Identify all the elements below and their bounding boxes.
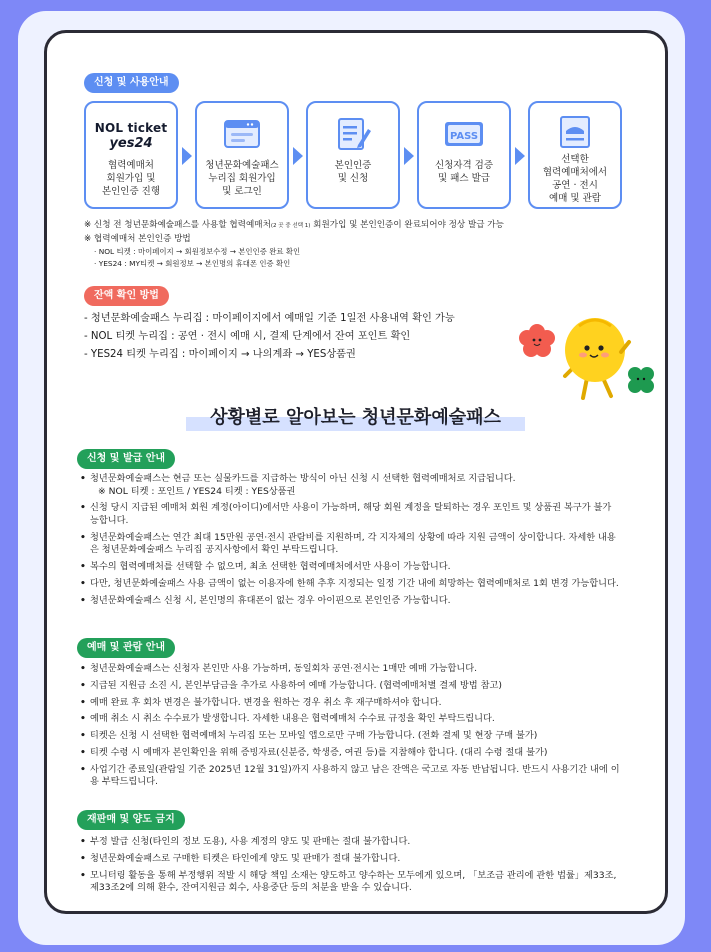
- page-title: 상황별로 알아보는 청년문화예술패스: [210, 407, 501, 428]
- yes24-logo: yes24: [109, 136, 153, 151]
- list-item: • 부정 발급 신청(타인의 정보 도용), 사용 계정의 양도 및 판매는 절대 불가합니다.: [80, 836, 620, 849]
- note-text: ※ 신청 전 청년문화예술패스를 사용할 협력예매처: [84, 220, 271, 230]
- step-5-label: 선택한 협력예매처에서 공연 · 전시 예매 및 관람: [542, 154, 608, 204]
- list-item: • 티켓은 신청 시 선택한 협력예매처 누리집 또는 모바일 앱으로만 구매 가능합니다. (전화 결제 및 현장 구매 불가): [80, 730, 620, 743]
- step-4: [417, 101, 511, 209]
- yellow-mascot-icon: [565, 318, 629, 398]
- section-badge-booking: 예매 및 관람 안내: [77, 638, 175, 658]
- list-item: • 복수의 협력예매처를 선택할 수 없으며, 최초 선택한 협력예매처에서만 사용이 가능합니다.: [80, 561, 620, 574]
- list-item: • 예매 취소 시 취소 수수료가 발생합니다. 자세한 내용은 협력예매처 수수료 규정을 확인 부탁드립니다.: [80, 713, 620, 726]
- list-item: • 모니터링 활동을 통해 부정행위 적발 시 해당 책임 소재는 양도하고 양수하는 모두에게 있으며, 「보조금 관리에 관한 법률」제33조, 제33조2에 의해 환수, 잔여지원금 회수, 사용중단 등의 처분을 받을 수 있습니다.: [80, 870, 620, 895]
- arrow-icon: [404, 147, 414, 165]
- list-item: • 청년문화예술패스는 연간 최대 15만원 공연·전시 관람비를 지원하며, 각 지자체의 상황에 따라 지원 금액이 상이합니다. 자세한 내용은 청년문화예술패스 누리집 공지사항에서 확인 부탁드립니다.: [80, 532, 620, 557]
- note-text: 회원가입 및 본인인증이 완료되어야 정상 발급 가능: [310, 220, 504, 230]
- green-clover-icon: [628, 367, 654, 393]
- usage-note-1: [84, 219, 504, 232]
- yes24-auth-method: · YES24 : MY티켓 → 회원정보 → 본인명의 휴대폰 인증 확인: [94, 259, 291, 268]
- step-1-label: 협력예매처 회원가입 및 본인인증 진행: [101, 160, 161, 197]
- section-badge-issuance: 신청 및 발급 안내: [77, 449, 175, 469]
- list-item: • 사업기간 종료일(관람일 기준 2025년 12월 31일)까지 사용하지 않고 남은 잔액은 국고로 자동 반납됩니다. 반드시 사용기간 내에 이용 부탁드립니다.: [80, 764, 620, 789]
- partner-logos: [86, 121, 176, 151]
- nol-ticket-logo: NOL ticket: [94, 121, 168, 135]
- mascot-illustration: [513, 314, 661, 404]
- item-subnote: ※ NOL 티켓 : 포인트 / YES24 티켓 : YES상품권: [98, 485, 296, 497]
- step-2: [195, 101, 289, 209]
- note-small-text: (2 곳 중 선택 1): [270, 223, 311, 229]
- list-item: • 청년문화예술패스 신청 시, 본인명의 휴대폰이 없는 경우 아이핀으로 본인인증 가능합니다.: [80, 595, 620, 608]
- arrow-icon: [182, 147, 192, 165]
- balance-line: - YES24 티켓 누리집 : 마이페이지 → 나의계좌 → YES상품권: [84, 349, 356, 360]
- document-edit-icon: [333, 117, 373, 151]
- balance-line: - NOL 티켓 누리집 : 공연 · 전시 예매 시, 결제 단계에서 잔여 포인트 확인: [84, 331, 411, 342]
- pass-text: PASS: [449, 131, 479, 142]
- item-text: 청년문화예술패스는 현금 또는 실물카드를 지급하는 방식이 아닌 신청 시 선택한 협력예매처로 지급됩니다.: [90, 473, 516, 484]
- issuance-list: [80, 473, 620, 611]
- booking-list: [80, 663, 620, 793]
- section-badge-resale: 재판매 및 양도 금지: [77, 810, 185, 830]
- pass-card-icon: [444, 117, 484, 151]
- step-1: [84, 101, 178, 209]
- ticket-icon: [555, 115, 595, 149]
- browser-window-icon: [222, 117, 262, 151]
- list-item: • 지급된 지원금 소진 시, 본인부담금을 추가로 사용하여 예매 가능합니다. (협력예매처별 결제 방법 참고): [80, 680, 620, 693]
- resale-list: [80, 836, 620, 899]
- list-item: • 티켓 수령 시 예매자 본인확인을 위해 증빙자료(신분증, 학생증, 여권 등)를 지참해야 합니다. (대리 수령 절대 불가): [80, 747, 620, 760]
- usage-note-2: ※ 협력예매처 본인인증 방법: [84, 234, 191, 244]
- step-3-label: 본인인증 및 신청: [334, 160, 372, 184]
- list-item: • 다만, 청년문화예술패스 사용 금액이 없는 이용자에 한해 추후 지정되는 일정 기간 내에 희망하는 협력예매처로 1회 변경 가능합니다.: [80, 578, 620, 591]
- section-badge-balance: 잔액 확인 방법: [84, 286, 169, 306]
- balance-line: - 청년문화예술패스 누리집 : 마이페이지에서 예매일 기준 1일전 사용내역 확인 가능: [84, 313, 455, 324]
- step-5: [528, 101, 622, 209]
- arrow-icon: [293, 147, 303, 165]
- list-item: • 예매 완료 후 회차 변경은 불가합니다. 변경을 원하는 경우 취소 후 재구매하셔야 합니다.: [80, 697, 620, 710]
- arrow-icon: [515, 147, 525, 165]
- red-flower-icon: [519, 324, 555, 357]
- step-4-label: 신청자격 검증 및 패스 발급: [434, 160, 494, 184]
- list-item: [80, 473, 620, 498]
- step-3: [306, 101, 400, 209]
- list-item: • 청년문화예술패스는 신청자 본인만 사용 가능하며, 동일회차 공연·전시는 1매만 예매 가능합니다.: [80, 663, 620, 676]
- step-2-label: 청년문화예술패스 누리집 회원가입 및 로그인: [205, 160, 279, 197]
- list-item: • 신청 당시 지급된 예매처 회원 계정(아이디)에서만 사용이 가능하며, 해당 회원 계정을 탈퇴하는 경우 포인트 및 상품권 복구가 불가능합니다.: [80, 502, 620, 527]
- nol-auth-method: · NOL 티켓 : 마이페이지 → 회원정보수정 → 본인인증 완료 확인: [94, 247, 301, 256]
- section-badge-usage: 신청 및 사용안내: [84, 73, 179, 93]
- list-item: • 청년문화예술패스로 구매한 티켓은 타인에게 양도 및 판매가 절대 불가합니다.: [80, 853, 620, 866]
